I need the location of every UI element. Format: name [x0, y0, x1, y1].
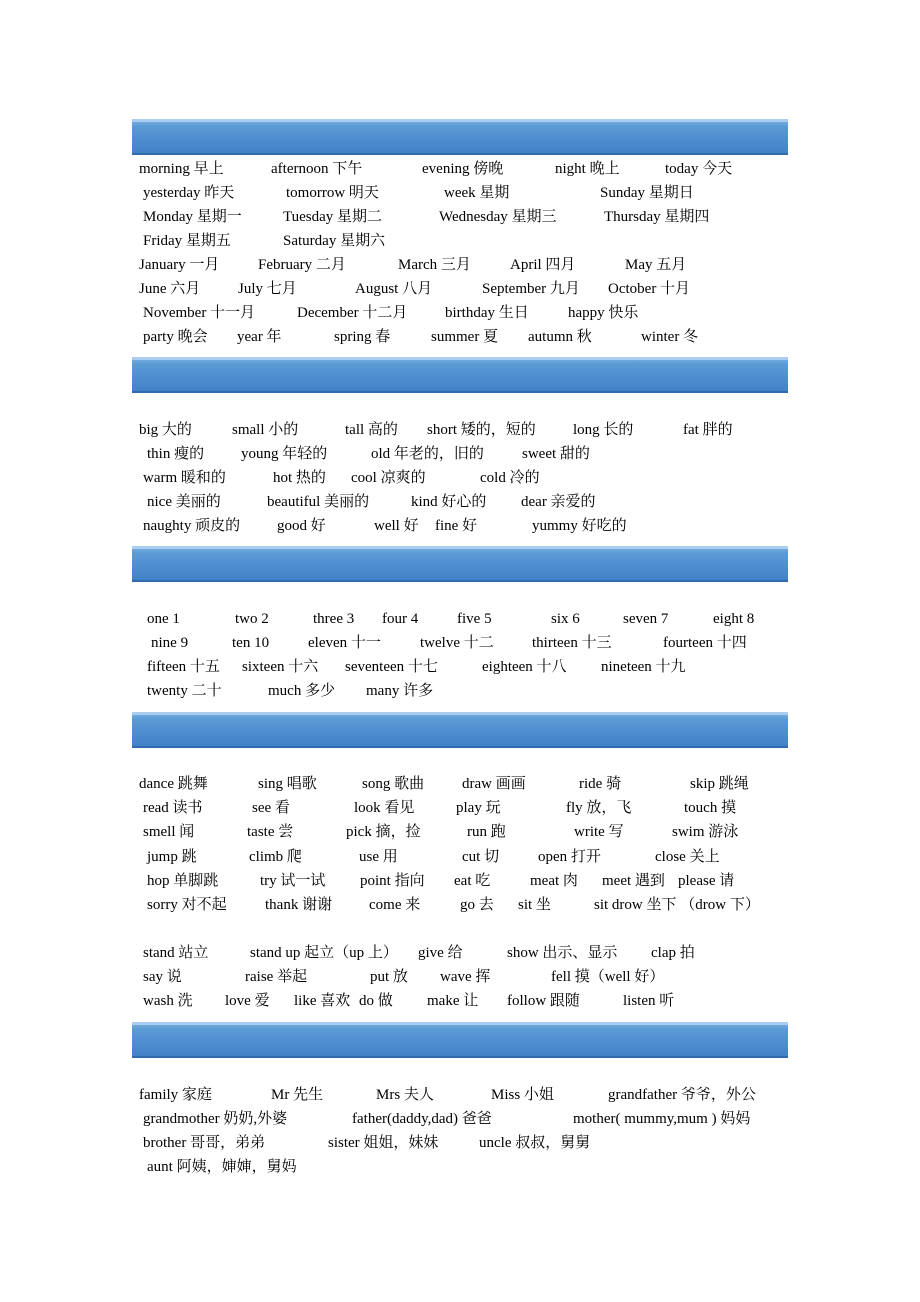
- vocab-entry: sing 唱歌: [258, 776, 317, 792]
- vocab-line: [0, 607, 920, 631]
- vocab-line: [0, 514, 920, 538]
- vocab-entry: taste 尝: [247, 824, 294, 840]
- vocab-entry: try 试一试: [260, 873, 326, 889]
- vocab-entry: evening 傍晚: [422, 161, 504, 177]
- vocab-entry: open 打开: [538, 849, 601, 865]
- vocab-line: [0, 442, 920, 466]
- vocab-entry: give 给: [418, 945, 463, 961]
- vocab-entry: young 年轻的: [241, 446, 328, 462]
- vocab-entry: come 来: [369, 897, 421, 913]
- vocab-entry: fell 摸（well 好）: [551, 969, 665, 985]
- vocab-entry: good 好: [277, 518, 326, 534]
- vocab-entry: Miss 小姐: [491, 1087, 554, 1103]
- vocab-entry: fine 好: [435, 518, 478, 534]
- vocab-entry: touch 摸: [684, 800, 737, 816]
- vocab-entry: tall 高的: [345, 422, 398, 438]
- vocab-entry: morning 早上: [139, 161, 224, 177]
- vocab-entry: well 好: [374, 518, 419, 534]
- vocab-entry: smell 闻: [143, 824, 195, 840]
- vocab-entry: hot 热的: [273, 470, 326, 486]
- vocab-entry: aunt 阿姨，婶婶，舅妈: [147, 1159, 297, 1175]
- vocab-entry: jump 跳: [147, 849, 197, 865]
- vocab-entry: ten 10: [232, 635, 270, 651]
- vocab-entry: dear 亲爱的: [521, 494, 596, 510]
- vocab-line: [0, 229, 920, 253]
- vocab-entry: write 写: [574, 824, 624, 840]
- vocab-entry: autumn 秋: [528, 329, 592, 345]
- vocab-entry: fourteen 十四: [663, 635, 747, 651]
- vocab-line: [0, 157, 920, 181]
- vocab-line: [0, 1083, 920, 1107]
- vocab-entry: happy 快乐: [568, 305, 639, 321]
- vocab-entry: cold 冷的: [480, 470, 540, 486]
- vocab-entry: afternoon 下午: [271, 161, 363, 177]
- vocab-line: [0, 466, 920, 490]
- vocab-entry: fifteen 十五: [147, 659, 220, 675]
- vocab-line: [0, 893, 920, 917]
- vocab-entry: wave 挥: [440, 969, 491, 985]
- vocab-entry: stand 站立: [143, 945, 209, 961]
- vocab-line: [0, 1131, 920, 1155]
- vocab-line: [0, 845, 920, 869]
- vocab-entry: birthday 生日: [445, 305, 529, 321]
- vocab-entry: father(daddy,dad) 爸爸: [352, 1111, 492, 1127]
- vocab-entry: seventeen 十七: [345, 659, 438, 675]
- vocab-line: [0, 277, 920, 301]
- vocab-line: [0, 679, 920, 703]
- vocab-line: [0, 253, 920, 277]
- vocab-entry: nice 美丽的: [147, 494, 221, 510]
- vocab-entry: sorry 对不起: [147, 897, 227, 913]
- vocab-entry: love 爱: [225, 993, 270, 1009]
- section-header-band-family: [132, 1022, 788, 1058]
- vocab-entry: sweet 甜的: [522, 446, 590, 462]
- vocab-entry: sit drow 坐下 （drow 下）: [594, 897, 760, 913]
- vocab-entry: March 三月: [398, 257, 471, 273]
- vocab-line: [0, 796, 920, 820]
- vocab-entry: today 今天: [665, 161, 733, 177]
- vocab-entry: seven 7: [623, 611, 669, 627]
- vocab-entry: point 指向: [360, 873, 425, 889]
- vocab-entry: big 大的: [139, 422, 192, 438]
- vocab-entry: summer 夏: [431, 329, 499, 345]
- vocab-entry: do 做: [359, 993, 393, 1009]
- vocab-entry: please 请: [678, 873, 735, 889]
- vocab-entry: fly 放，飞: [566, 800, 632, 816]
- vocab-line: [0, 869, 920, 893]
- vocab-entry: old 年老的，旧的: [371, 446, 484, 462]
- vocab-entry: short 矮的，短的: [427, 422, 536, 438]
- vocab-entry: May 五月: [625, 257, 687, 273]
- vocab-line: [0, 490, 920, 514]
- vocab-entry: June 六月: [139, 281, 201, 297]
- vocab-entry: grandmother 奶奶,外婆: [143, 1111, 288, 1127]
- vocab-entry: dance 跳舞: [139, 776, 208, 792]
- vocab-entry: Friday 星期五: [143, 233, 231, 249]
- vocab-entry: winter 冬: [641, 329, 699, 345]
- vocab-entry: small 小的: [232, 422, 299, 438]
- vocab-entry: ride 骑: [579, 776, 622, 792]
- vocab-entry: draw 画画: [462, 776, 526, 792]
- vocab-entry: naughty 顽皮的: [143, 518, 241, 534]
- vocab-entry: thirteen 十三: [532, 635, 612, 651]
- vocab-entry: beautiful 美丽的: [267, 494, 370, 510]
- vocab-entry: raise 举起: [245, 969, 308, 985]
- vocab-entry: eighteen 十八: [482, 659, 567, 675]
- vocab-entry: eleven 十一: [308, 635, 381, 651]
- vocab-entry: skip 跳绳: [690, 776, 749, 792]
- vocab-entry: year 年: [237, 329, 282, 345]
- vocab-entry: use 用: [359, 849, 398, 865]
- vocab-entry: brother 哥哥，弟弟: [143, 1135, 266, 1151]
- vocab-entry: make 让: [427, 993, 479, 1009]
- vocab-entry: two 2: [235, 611, 269, 627]
- vocab-entry: many 许多: [366, 683, 434, 699]
- vocab-entry: thank 谢谢: [265, 897, 333, 913]
- vocab-entry: spring 春: [334, 329, 391, 345]
- vocab-entry: say 说: [143, 969, 182, 985]
- vocab-entry: see 看: [252, 800, 290, 816]
- vocab-line: [0, 655, 920, 679]
- vocab-entry: play 玩: [456, 800, 501, 816]
- vocab-entry: like 喜欢: [294, 993, 351, 1009]
- section-header-band-verbs: [132, 712, 788, 748]
- vocab-entry: April 四月: [510, 257, 576, 273]
- vocab-entry: much 多少: [268, 683, 336, 699]
- vocab-entry: yummy 好吃的: [532, 518, 627, 534]
- vocab-entry: clap 拍: [651, 945, 695, 961]
- vocab-entry: November 十一月: [143, 305, 256, 321]
- vocab-line: [0, 772, 920, 796]
- vocab-entry: sit 坐: [518, 897, 551, 913]
- vocab-entry: nineteen 十九: [601, 659, 686, 675]
- vocab-entry: meet 遇到: [602, 873, 665, 889]
- vocab-entry: Thursday 星期四: [604, 209, 710, 225]
- vocab-entry: October 十月: [608, 281, 691, 297]
- vocab-entry: long 长的: [573, 422, 634, 438]
- vocab-entry: July 七月: [238, 281, 297, 297]
- vocab-line: [0, 1107, 920, 1131]
- vocab-line: [0, 631, 920, 655]
- vocab-entry: cool 凉爽的: [351, 470, 426, 486]
- vocab-entry: go 去: [460, 897, 494, 913]
- vocab-entry: August 八月: [355, 281, 433, 297]
- vocab-entry: five 5: [457, 611, 492, 627]
- vocab-entry: look 看见: [354, 800, 415, 816]
- vocab-line: [0, 820, 920, 844]
- section-header-band-numbers: [132, 546, 788, 582]
- vocab-entry: climb 爬: [249, 849, 302, 865]
- vocab-entry: Saturday 星期六: [283, 233, 386, 249]
- vocab-entry: run 跑: [467, 824, 506, 840]
- vocab-entry: Mrs 夫人: [376, 1087, 434, 1103]
- vocab-entry: song 歌曲: [362, 776, 425, 792]
- section-header-band-time: [132, 119, 788, 155]
- vocab-entry: sixteen 十六: [242, 659, 319, 675]
- vocab-entry: September 九月: [482, 281, 580, 297]
- vocab-entry: tomorrow 明天: [286, 185, 379, 201]
- vocab-entry: show 出示、显示: [507, 945, 618, 961]
- vocab-entry: Wednesday 星期三: [439, 209, 557, 225]
- vocab-entry: four 4: [382, 611, 419, 627]
- vocab-entry: three 3: [313, 611, 355, 627]
- section-header-band-adjectives: [132, 357, 788, 393]
- vocab-entry: Tuesday 星期二: [283, 209, 383, 225]
- vocab-entry: six 6: [551, 611, 580, 627]
- vocab-line: [0, 941, 920, 965]
- vocab-entry: wash 洗: [143, 993, 193, 1009]
- vocab-entry: uncle 叔叔，舅舅: [479, 1135, 591, 1151]
- vocab-entry: fat 胖的: [683, 422, 733, 438]
- vocab-entry: follow 跟随: [507, 993, 580, 1009]
- vocab-entry: Monday 星期一: [143, 209, 242, 225]
- vocab-entry: read 读书: [143, 800, 203, 816]
- vocab-entry: meat 肉: [530, 873, 578, 889]
- vocab-entry: eight 8: [713, 611, 755, 627]
- vocab-entry: warm 暖和的: [143, 470, 226, 486]
- vocab-entry: sister 姐姐，妹妹: [328, 1135, 439, 1151]
- vocab-entry: cut 切: [462, 849, 500, 865]
- vocab-entry: listen 听: [623, 993, 675, 1009]
- vocab-entry: January 一月: [139, 257, 220, 273]
- vocab-line: [0, 205, 920, 229]
- vocab-entry: swim 游泳: [672, 824, 739, 840]
- vocab-line: [0, 301, 920, 325]
- vocab-entry: close 关上: [655, 849, 720, 865]
- vocab-entry: hop 单脚跳: [147, 873, 219, 889]
- vocab-entry: eat 吃: [454, 873, 491, 889]
- vocab-entry: grandfather 爷爷，外公: [608, 1087, 756, 1103]
- vocab-line: [0, 965, 920, 989]
- vocab-entry: stand up 起立（up 上）: [250, 945, 398, 961]
- vocab-line: [0, 1155, 920, 1179]
- vocab-line: [0, 181, 920, 205]
- vocab-entry: kind 好心的: [411, 494, 487, 510]
- vocab-line: [0, 325, 920, 349]
- vocab-entry: twelve 十二: [420, 635, 494, 651]
- vocab-entry: pick 摘，捡: [346, 824, 421, 840]
- vocab-entry: mother( mummy,mum ) 妈妈: [573, 1111, 751, 1127]
- vocab-entry: night 晚上: [555, 161, 620, 177]
- vocab-line: [0, 989, 920, 1013]
- vocab-line: [0, 418, 920, 442]
- vocab-entry: Sunday 星期日: [600, 185, 694, 201]
- vocab-entry: twenty 二十: [147, 683, 222, 699]
- vocab-entry: December 十二月: [297, 305, 408, 321]
- vocab-entry: put 放: [370, 969, 408, 985]
- vocab-entry: thin 瘦的: [147, 446, 205, 462]
- vocab-entry: party 晚会: [143, 329, 208, 345]
- vocab-entry: family 家庭: [139, 1087, 212, 1103]
- vocab-entry: week 星期: [444, 185, 510, 201]
- vocab-entry: yesterday 昨天: [143, 185, 235, 201]
- vocab-entry: nine 9: [151, 635, 189, 651]
- vocab-entry: February 二月: [258, 257, 346, 273]
- vocab-entry: one 1: [147, 611, 180, 627]
- vocab-entry: Mr 先生: [271, 1087, 324, 1103]
